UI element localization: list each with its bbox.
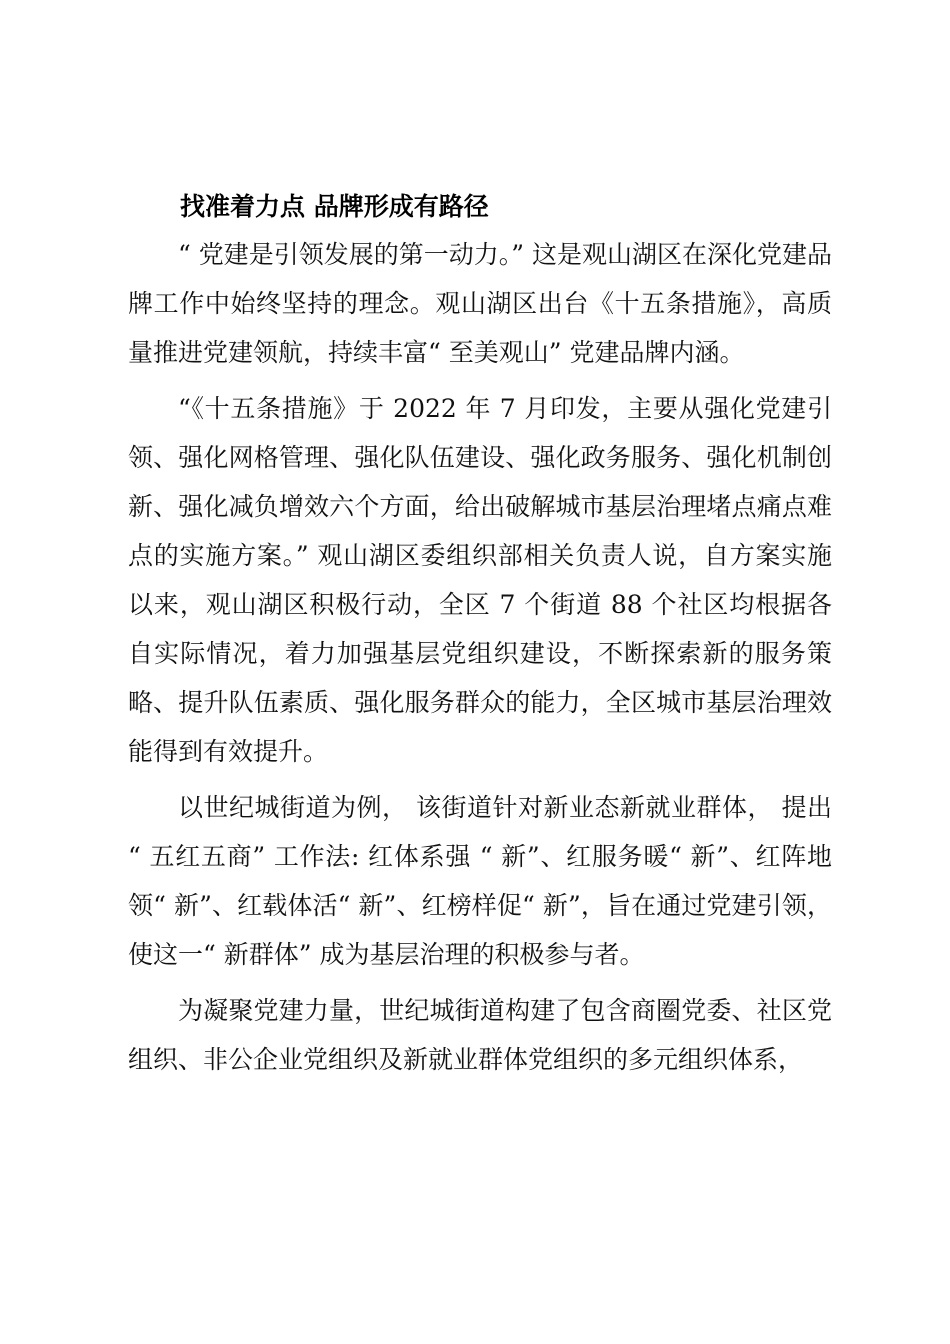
section-heading: 找准着力点 品牌形成有路径 — [180, 192, 489, 221]
paragraph-4: 为凝聚党建力量，世纪城街道构建了包含商圈党委、社区党组织、非公企业党组织及新就业群体党组织的多元组织体系， — [128, 996, 832, 1074]
article-body — [128, 186, 832, 1091]
paragraph-2: “《十五条措施》于 2022 年 7 月印发，主要从强化党建引领、强化网格管理、强化队伍建设、强化政务服务、强化机制创新、强化减负增效六个方面，给出破解城市基层治理堵点痛点难点的实施方案。” 观山湖区委组织部相关负责人说，自方案实施以来，观山湖区积极行动，全区 7 个街道 88 个社区均根据各自实际情况，着力加强基层党组织建设，不断探索新的服务策略、提升队伍素质、强化服务群众的能力，全区城市基层治理效能得到有效提升。 — [128, 394, 832, 766]
paragraph-3: 以世纪城街道为例， 该街道针对新业态新就业群体， 提出 “ 五红五商” 工作法: 红体系强 “ 新”、红服务暖“ 新”、红阵地领“ 新”、红载体活“ 新”、红榜样促“ 新”，旨在通过党建引领，使这一“ 新群体” 成为基层治理的积极参与者。 — [128, 793, 832, 969]
paragraph-1: “ 党建是引领发展的第一动力。” 这是观山湖区在深化党建品牌工作中始终坚持的理念。观山湖区出台《十五条措施》，高质量推进党建领航，持续丰富“ 至美观山” 党建品牌内涵。 — [128, 240, 832, 367]
